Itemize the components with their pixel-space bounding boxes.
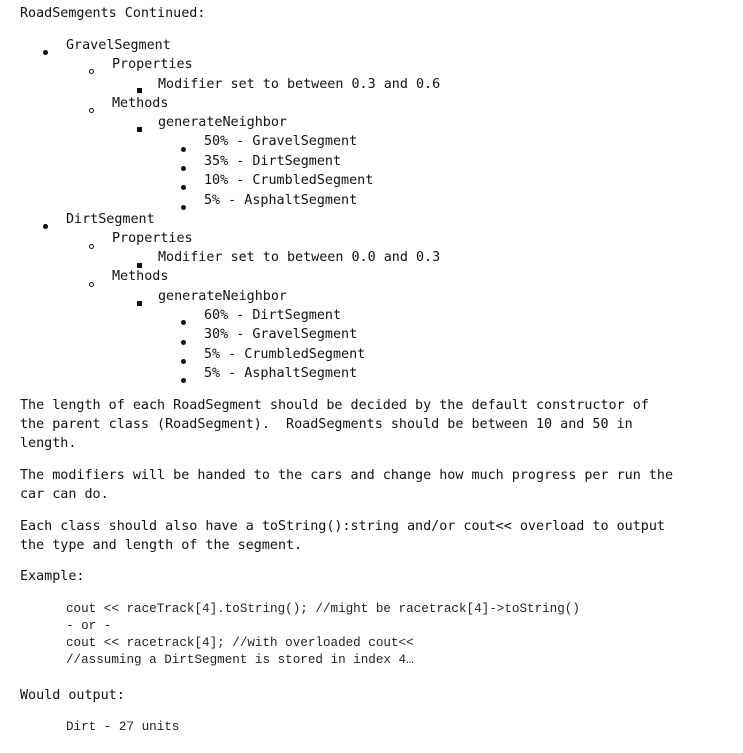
neighbor-item: 5% - AsphaltSegment bbox=[204, 366, 358, 381]
bullet-disc bbox=[181, 199, 186, 215]
methods-label: Methods bbox=[112, 96, 169, 111]
paragraph-line: The length of each RoadSegment should be decided by the default constructor of bbox=[20, 398, 649, 413]
neighbor-item: 5% - CrumbledSegment bbox=[204, 347, 366, 362]
code-line: cout << raceTrack[4].toString(); //might be racetrack[4]->toString() bbox=[66, 602, 580, 616]
property-item: Modifier set to between 0.0 and 0.3 bbox=[158, 250, 441, 265]
property-item: Modifier set to between 0.3 and 0.6 bbox=[158, 77, 441, 92]
bullet-disc bbox=[181, 160, 186, 176]
paragraph-line: the type and length of the segment. bbox=[20, 538, 303, 553]
bullet-circle bbox=[89, 238, 94, 254]
neighbor-item: 35% - DirtSegment bbox=[204, 154, 342, 169]
bullet-disc bbox=[181, 372, 186, 388]
bullet-disc bbox=[181, 179, 186, 195]
properties-label: Properties bbox=[112, 231, 193, 246]
paragraph-line: length. bbox=[20, 436, 77, 451]
bullet-disc bbox=[181, 141, 186, 157]
paragraph-line: The modifiers will be handed to the cars and change how much progress per run the bbox=[20, 468, 674, 483]
neighbor-item: 50% - GravelSegment bbox=[204, 134, 358, 149]
method-item: generateNeighbor bbox=[158, 115, 287, 130]
paragraph-line: Each class should also have a toString():string and/or cout<< overload to output bbox=[20, 519, 665, 534]
bullet-circle bbox=[89, 276, 94, 292]
bullet-square bbox=[137, 121, 142, 137]
paragraph-line: car can do. bbox=[20, 487, 109, 502]
properties-label: Properties bbox=[112, 57, 193, 72]
bullet-disc bbox=[181, 353, 186, 369]
bullet-circle bbox=[89, 63, 94, 79]
paragraph-line: the parent class (RoadSegment). RoadSegments should be between 10 and 50 in bbox=[20, 417, 633, 432]
neighbor-item: 10% - CrumbledSegment bbox=[204, 173, 374, 188]
bullet-disc bbox=[43, 218, 48, 234]
section-heading: RoadSemgents Continued: bbox=[20, 6, 206, 21]
output-label: Would output: bbox=[20, 688, 125, 703]
code-line: //assuming a DirtSegment is stored in index 4… bbox=[66, 653, 414, 667]
method-item: generateNeighbor bbox=[158, 289, 287, 304]
code-line: cout << racetrack[4]; //with overloaded cout<< bbox=[66, 636, 414, 650]
code-line: - or - bbox=[66, 619, 112, 633]
bullet-disc bbox=[181, 334, 186, 350]
example-label: Example: bbox=[20, 569, 85, 584]
bullet-square bbox=[137, 295, 142, 311]
methods-label: Methods bbox=[112, 269, 169, 284]
segment-name: GravelSegment bbox=[66, 38, 171, 53]
bullet-disc bbox=[43, 44, 48, 60]
neighbor-item: 60% - DirtSegment bbox=[204, 308, 342, 323]
segment-name: DirtSegment bbox=[66, 212, 155, 227]
bullet-circle bbox=[89, 102, 94, 118]
neighbor-item: 30% - GravelSegment bbox=[204, 327, 358, 342]
neighbor-item: 5% - AsphaltSegment bbox=[204, 193, 358, 208]
output-line: Dirt - 27 units bbox=[66, 720, 180, 734]
bullet-disc bbox=[181, 314, 186, 330]
